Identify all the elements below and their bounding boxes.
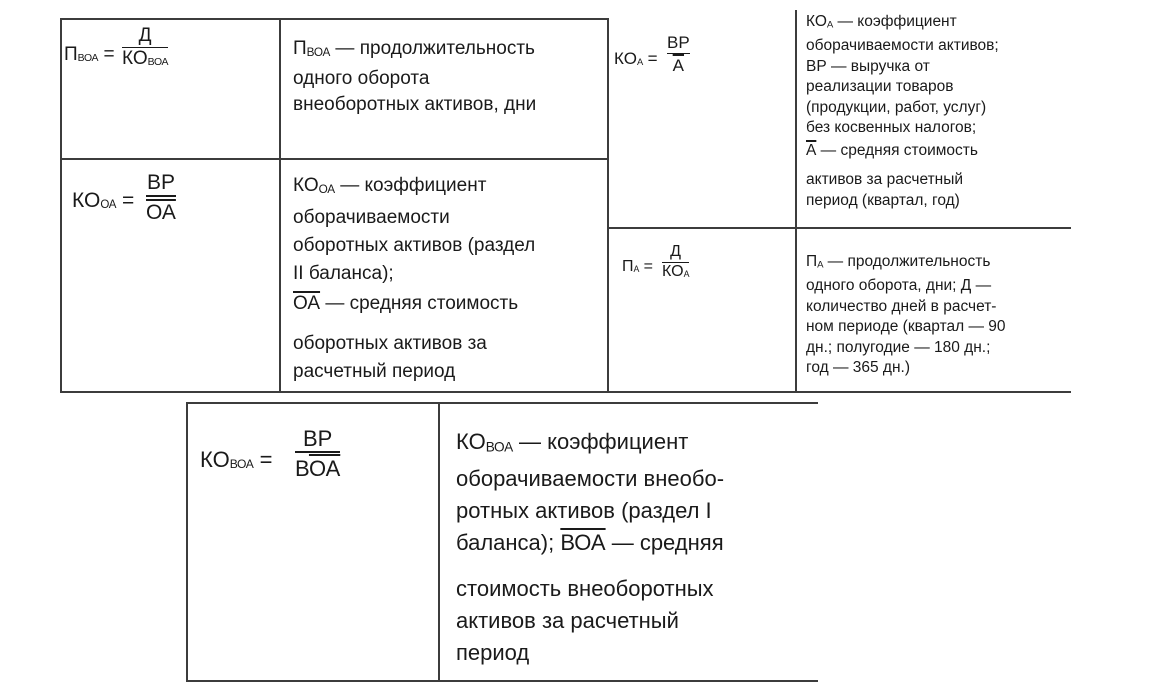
desc-turnover-noncurrent [456, 426, 724, 669]
desc-line: расчетный период [293, 361, 456, 383]
desc-line: количество дней в расчет- [806, 297, 997, 315]
formula-duration-noncurrent [64, 26, 274, 96]
formula-numerator: ВР [302, 426, 333, 451]
desc-line: без косвенных налогов; [806, 119, 977, 137]
table1-row-divider [60, 158, 609, 160]
desc-text: баланса); [456, 530, 561, 556]
formula-denominator: КО [122, 48, 148, 70]
desc-line: период (квартал, год) [806, 191, 960, 209]
desc-text: — средняя [605, 530, 724, 556]
formula-denominator: А [672, 56, 685, 76]
desc-symbol-sub: А [817, 259, 824, 271]
formula-denominator-a: В [295, 455, 309, 481]
desc-text: — коэффициент [833, 13, 957, 30]
table1-left-border [60, 18, 62, 393]
table1-mid-divider [279, 18, 281, 393]
formula-lhs: КО [614, 49, 637, 68]
formula-lhs: П [64, 44, 78, 65]
formula-lhs-sub: А [633, 263, 640, 274]
table3-mid-divider [438, 402, 440, 682]
formula-numerator: ВР [667, 33, 690, 52]
formula-lhs: КО [72, 189, 101, 212]
desc-text: — средняя стоимость [816, 141, 978, 159]
formula-den-sub: ВОА [147, 57, 169, 69]
desc-line: дн.; полугодие — 180 дн.; [806, 338, 991, 356]
formula-lhs-sub: ВОА [229, 457, 254, 472]
desc-line: стоимость внеоборотных [456, 576, 714, 602]
table3-bottom-border [186, 680, 818, 682]
formula-denominator: ОА [146, 200, 176, 224]
table1-top-border [60, 18, 609, 20]
desc-line: оборачиваемости активов; [806, 37, 999, 55]
fraction-bar [667, 53, 690, 55]
formula-denominator: КО [662, 263, 684, 281]
desc-line: одного оборота [293, 68, 430, 90]
formula-lhs: КО [200, 447, 230, 472]
desc-line: год — 365 дн.) [806, 359, 910, 377]
formula-numerator: Д [670, 243, 682, 260]
desc-duration-assets [806, 252, 1006, 379]
desc-line: (продукции, работ, услуг) [806, 98, 987, 116]
desc-line: оборачиваемости [293, 207, 450, 229]
table3-left-border [186, 402, 188, 682]
fraction-bar [146, 195, 176, 197]
table1-bottom-border [60, 391, 609, 393]
desc-symbol-sub: ВОА [306, 46, 331, 60]
desc-line: активов за расчетный [456, 608, 679, 634]
desc-line: оборотных активов (раздел [293, 235, 536, 257]
desc-symbol: КО [293, 175, 319, 196]
desc-symbol: П [293, 38, 307, 59]
desc-duration-noncurrent [293, 36, 536, 118]
formula-eq: = [647, 49, 658, 68]
formula-denominator-b: ОА [308, 455, 341, 481]
fraction-bar [295, 451, 340, 453]
desc-symbol-sub: ОА [318, 183, 335, 197]
formula-eq: = [121, 189, 135, 212]
desc-line: ротных активов (раздел I [456, 498, 712, 524]
formula-turnover-assets [614, 34, 794, 104]
desc-line: период [456, 640, 530, 666]
formula-lhs: П [622, 258, 634, 275]
desc-text: — коэффициент [512, 429, 689, 454]
desc-symbol: КО [806, 13, 827, 30]
desc-turnover-current [293, 172, 535, 386]
desc-line: оборачиваемости внеобо- [456, 466, 725, 492]
table2-mid-divider [795, 10, 797, 393]
desc-line: активов за расчетный [806, 171, 964, 189]
formula-turnover-noncurrent [200, 427, 432, 507]
desc-line: II баланса); [293, 263, 394, 285]
desc-symbol: А [806, 141, 817, 159]
table1-right-border [607, 18, 609, 393]
desc-line: ном периоде (квартал — 90 [806, 318, 1006, 336]
desc-line: внеоборотных активов, дни [293, 94, 537, 116]
formula-lhs-sub: ВОА [77, 53, 99, 65]
desc-text: — продолжительность [330, 38, 535, 59]
desc-line: оборотных активов за [293, 333, 487, 355]
formula-eq: = [103, 44, 115, 65]
table2-bottom-border [609, 391, 1071, 393]
desc-symbol: ВОА [560, 530, 606, 556]
formula-lhs-sub: ОА [100, 199, 117, 212]
formula-den-sub: А [683, 269, 690, 280]
desc-symbol: КО [456, 429, 486, 454]
desc-text: — средняя стоимость [320, 293, 519, 315]
formula-eq: = [643, 258, 653, 275]
table3-top-border [186, 402, 818, 404]
formula-numerator: ВР [146, 171, 175, 194]
desc-symbol-sub: А [826, 19, 834, 31]
desc-symbol: П [806, 253, 818, 270]
desc-line: ВР — выручка от [806, 57, 930, 75]
desc-symbol: ОА [293, 293, 321, 315]
desc-text: — коэффициент [334, 175, 487, 196]
desc-line: реализации товаров [806, 78, 954, 96]
formula-duration-assets [622, 244, 792, 304]
desc-text: — продолжительность [823, 253, 991, 270]
desc-symbol-sub: ВОА [485, 439, 513, 455]
table2-row-divider [609, 227, 1071, 229]
desc-turnover-assets [806, 12, 999, 211]
formula-turnover-current [72, 172, 272, 242]
desc-line: одного оборота, дни; Д — [806, 277, 992, 295]
formula-eq: = [259, 447, 273, 472]
formula-lhs-sub: А [636, 56, 643, 67]
formula-numerator: Д [138, 25, 152, 46]
